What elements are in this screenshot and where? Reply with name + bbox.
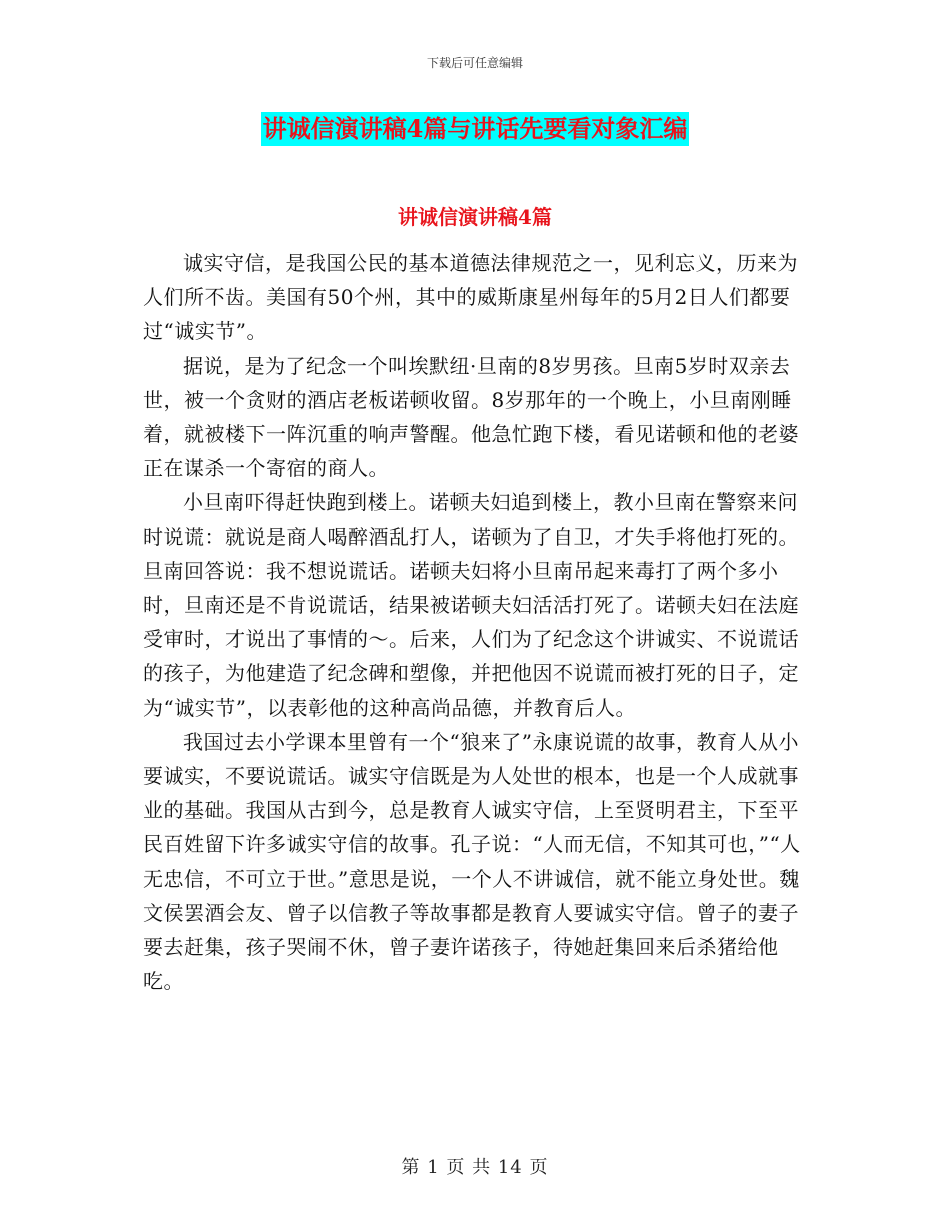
section-title: 讲诚信演讲稿4篇 xyxy=(398,205,552,229)
paragraph: 我国过去小学课本里曾有一个“狼来了”永康说谎的故事，教育人从小要诚实，不要说谎话。诚实守信既是为人处世的根本，也是一个人成就事业的基础。我国从古到今，总是教育人诚实守信，上至贤明君主，下至平民百姓留下许多诚实守信的故事。孔子说：“人而无信，不知其可也，”“人无忠信，不可立于世。”意思是说，一个人不讲诚信，就不能立身处世。魏文侯罢酒会友、曾子以信教子等故事都是教育人要诚实守信。曾子的妻子要去赶集，孩子哭闹不休，曾子妻许诺孩子，待她赶集回来后杀猪给他吃。 xyxy=(143,729,801,994)
page-footer: 第 1 页 共 14 页 xyxy=(401,1157,549,1178)
header-note: 下载后可任意编辑 xyxy=(426,56,523,70)
document-title: 讲诚信演讲稿4篇与讲话先要看对象汇编 xyxy=(261,112,690,146)
paragraph: 据说，是为了纪念一个叫埃默纽·旦南的8岁男孩。旦南5岁时双亲去世，被一个贪财的酒店老板诺顿收留。8岁那年的一个晚上，小旦南刚睡着，就被楼下一阵沉重的响声警醒。他急忙跑下楼，看见诺顿和他的老婆正在谋杀一个寄宿的商人。 xyxy=(143,353,799,481)
document-title-wrap xyxy=(0,112,950,146)
body-text xyxy=(143,246,813,998)
paragraph: 诚实守信，是我国公民的基本道德法律规范之一，见利忘义，历来为人们所不齿。美国有50个州，其中的威斯康星州每年的5月2日人们都要过“诚实节”。 xyxy=(143,251,798,344)
paragraph: 小旦南吓得赶快跑到楼上。诺顿夫妇追到楼上，教小旦南在警察来问时说谎：就说是商人喝醉酒乱打人，诺顿为了自卫，才失手将他打死的。旦南回答说：我不想说谎话。诺顿夫妇将小旦南吊起来毒打了两个多小时，旦南还是不肯说谎话，结果被诺顿夫妇活活打死了。诺顿夫妇在法庭受审时，才说出了事情的～。后来，人们为了纪念这个讲诚实、不说谎话的孩子，为他建造了纪念碑和塑像，并把他因不说谎而被打死的日子，定为“诚实节”，以表彰他的这种高尚品德，并教育后人。 xyxy=(143,490,799,720)
